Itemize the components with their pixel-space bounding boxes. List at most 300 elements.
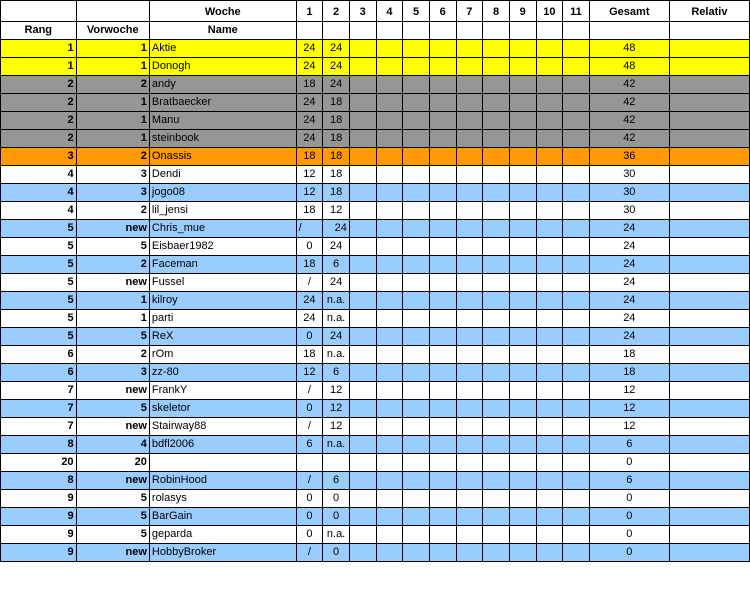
gesamt-cell: 24 (589, 310, 669, 328)
vorwoche-cell: 2 (76, 256, 149, 274)
relativ-cell (669, 166, 749, 184)
gesamt-cell: 42 (589, 76, 669, 94)
week1-score-cell: 0 (296, 526, 323, 544)
week-empty-cell (376, 220, 403, 238)
week-empty-cell (456, 346, 483, 364)
week-empty-cell (403, 58, 430, 76)
week-empty-cell (429, 436, 456, 454)
gesamt-cell: 36 (589, 148, 669, 166)
week-empty-cell (349, 202, 376, 220)
week-number-header: 9 (509, 1, 536, 22)
week-empty-cell (349, 364, 376, 382)
rang-cell: 3 (1, 148, 77, 166)
week-empty-cell (536, 130, 563, 148)
gesamt-cell: 18 (589, 364, 669, 382)
week1-score-cell: 24 (296, 292, 323, 310)
week-empty-cell (403, 256, 430, 274)
week-number-header: 4 (376, 1, 403, 22)
week-empty-cell (483, 490, 510, 508)
week-empty-cell (456, 544, 483, 562)
week-empty-cell (429, 40, 456, 58)
week-empty-cell (563, 490, 590, 508)
week-empty-cell (483, 130, 510, 148)
relativ-cell (669, 454, 749, 472)
name-cell: rolasys (149, 490, 296, 508)
week-empty-cell (483, 274, 510, 292)
week-empty-cell (456, 148, 483, 166)
week2-score-cell: 18 (323, 166, 350, 184)
rang-cell: 9 (1, 508, 77, 526)
week-empty-cell (429, 238, 456, 256)
week-empty-cell (509, 274, 536, 292)
week2-score-cell: 6 (323, 256, 350, 274)
week-number-header: 8 (483, 1, 510, 22)
week-number-header: 7 (456, 1, 483, 22)
week2-score-cell: 6 (323, 472, 350, 490)
week-empty-cell (509, 418, 536, 436)
rang-cell: 8 (1, 436, 77, 454)
week-empty-cell (349, 76, 376, 94)
relativ-cell (669, 328, 749, 346)
week1-score-cell: 0 (296, 400, 323, 418)
header-blank-cell (376, 22, 403, 40)
week1-score-cell: / (296, 382, 323, 400)
table-row (1, 328, 750, 346)
week-empty-cell (456, 400, 483, 418)
week-empty-cell (403, 526, 430, 544)
vorwoche-cell: new (76, 274, 149, 292)
week-empty-cell (536, 76, 563, 94)
week-empty-cell (376, 346, 403, 364)
week2-score-cell: 12 (323, 382, 350, 400)
week1-score-cell: 24 (296, 112, 323, 130)
week2-score-cell: 24 (323, 220, 350, 238)
week-empty-cell (536, 382, 563, 400)
week-empty-cell (429, 508, 456, 526)
week-empty-cell (456, 112, 483, 130)
week1-score-cell (296, 454, 323, 472)
week1-score-cell: / (296, 274, 323, 292)
week1-score-cell: / (296, 472, 323, 490)
vorwoche-cell: 20 (76, 454, 149, 472)
week-empty-cell (376, 472, 403, 490)
week-empty-cell (429, 526, 456, 544)
rang-cell: 5 (1, 292, 77, 310)
week2-score-cell: 18 (323, 130, 350, 148)
week-empty-cell (376, 544, 403, 562)
week-empty-cell (429, 202, 456, 220)
relativ-cell (669, 76, 749, 94)
week1-score-cell: 0 (296, 328, 323, 346)
week1-score-cell: 18 (296, 256, 323, 274)
week2-score-cell: 12 (323, 418, 350, 436)
relativ-cell (669, 526, 749, 544)
week2-score-cell: 0 (323, 490, 350, 508)
header-blank-cell (563, 22, 590, 40)
week-empty-cell (563, 454, 590, 472)
week-empty-cell (509, 148, 536, 166)
week-empty-cell (349, 472, 376, 490)
name-cell: Chris_mue (149, 220, 296, 238)
week-empty-cell (483, 364, 510, 382)
header-row-week (1, 1, 750, 22)
week-empty-cell (483, 310, 510, 328)
week-empty-cell (349, 184, 376, 202)
week-empty-cell (456, 418, 483, 436)
header-blank-cell (296, 22, 323, 40)
week-empty-cell (429, 418, 456, 436)
week2-score-cell: 24 (323, 328, 350, 346)
table-row (1, 40, 750, 58)
week-empty-cell (429, 310, 456, 328)
relativ-cell (669, 490, 749, 508)
gesamt-cell: 30 (589, 184, 669, 202)
rang-cell: 5 (1, 310, 77, 328)
week1-score-cell: 24 (296, 40, 323, 58)
vorwoche-cell: 4 (76, 436, 149, 454)
gesamt-cell: 0 (589, 526, 669, 544)
name-cell: Dendi (149, 166, 296, 184)
gesamt-cell: 24 (589, 292, 669, 310)
relativ-cell (669, 148, 749, 166)
table-row (1, 310, 750, 328)
relativ-cell (669, 310, 749, 328)
name-cell: FrankY (149, 382, 296, 400)
relativ-cell (669, 418, 749, 436)
week-empty-cell (403, 490, 430, 508)
vorwoche-cell: 1 (76, 292, 149, 310)
week1-score-cell: / (296, 418, 323, 436)
week-empty-cell (483, 58, 510, 76)
week-empty-cell (403, 94, 430, 112)
week-empty-cell (563, 202, 590, 220)
week-empty-cell (403, 148, 430, 166)
relativ-cell (669, 202, 749, 220)
table-row (1, 274, 750, 292)
week-empty-cell (429, 400, 456, 418)
week2-score-cell: n.a. (323, 436, 350, 454)
gesamt-cell: 0 (589, 544, 669, 562)
week-empty-cell (403, 274, 430, 292)
week-empty-cell (483, 508, 510, 526)
week-empty-cell (403, 238, 430, 256)
week-empty-cell (563, 400, 590, 418)
rang-cell: 9 (1, 490, 77, 508)
week-empty-cell (456, 238, 483, 256)
week1-score-cell: 0 (296, 490, 323, 508)
week1-score-cell: 24 (296, 130, 323, 148)
week2-score-cell: 24 (323, 238, 350, 256)
rang-cell: 5 (1, 328, 77, 346)
table-row (1, 202, 750, 220)
week2-score-cell: 24 (323, 40, 350, 58)
week-empty-cell (483, 292, 510, 310)
relativ-cell (669, 382, 749, 400)
week-empty-cell (509, 364, 536, 382)
week-empty-cell (563, 418, 590, 436)
week1-score-cell: 18 (296, 346, 323, 364)
week1-score-cell: 6 (296, 436, 323, 454)
vorwoche-cell: new (76, 472, 149, 490)
week-empty-cell (376, 238, 403, 256)
vorwoche-cell: 1 (76, 130, 149, 148)
week-number-header: 2 (323, 1, 350, 22)
week-empty-cell (403, 418, 430, 436)
week1-score-cell: 24 (296, 94, 323, 112)
week-empty-cell (456, 130, 483, 148)
week-empty-cell (349, 256, 376, 274)
week-empty-cell (563, 94, 590, 112)
week-empty-cell (376, 328, 403, 346)
week-empty-cell (563, 472, 590, 490)
week-empty-cell (483, 148, 510, 166)
vorwoche-cell: 2 (76, 202, 149, 220)
week-empty-cell (456, 472, 483, 490)
vorwoche-cell: 2 (76, 346, 149, 364)
week-empty-cell (456, 166, 483, 184)
week-empty-cell (483, 220, 510, 238)
relativ-cell (669, 40, 749, 58)
vorwoche-cell: 5 (76, 508, 149, 526)
week-empty-cell (536, 454, 563, 472)
week1-score-cell: 18 (296, 76, 323, 94)
week-empty-cell (349, 292, 376, 310)
week-empty-cell (536, 40, 563, 58)
vorwoche-cell: 5 (76, 490, 149, 508)
week-empty-cell (456, 274, 483, 292)
week1-score-cell: / (296, 220, 323, 238)
table-row (1, 58, 750, 76)
week-empty-cell (456, 436, 483, 454)
week-empty-cell (563, 526, 590, 544)
week1-score-cell: 18 (296, 148, 323, 166)
gesamt-cell: 6 (589, 436, 669, 454)
table-row (1, 220, 750, 238)
name-header: Name (149, 22, 296, 40)
week-empty-cell (403, 166, 430, 184)
relativ-cell (669, 238, 749, 256)
gesamt-cell: 6 (589, 472, 669, 490)
rang-cell: 4 (1, 184, 77, 202)
week-empty-cell (429, 382, 456, 400)
week-empty-cell (536, 364, 563, 382)
week-empty-cell (403, 382, 430, 400)
rang-cell: 2 (1, 130, 77, 148)
week-empty-cell (536, 544, 563, 562)
name-cell: steinbook (149, 130, 296, 148)
week-empty-cell (483, 472, 510, 490)
header-blank-cell (456, 22, 483, 40)
week-empty-cell (349, 328, 376, 346)
relativ-cell (669, 364, 749, 382)
week-empty-cell (563, 310, 590, 328)
week-number-header: 5 (403, 1, 430, 22)
table-row (1, 292, 750, 310)
gesamt-cell: 42 (589, 112, 669, 130)
week-empty-cell (429, 166, 456, 184)
week-empty-cell (429, 544, 456, 562)
header-blank-cell (403, 22, 430, 40)
week-empty-cell (376, 490, 403, 508)
header-blank-cell (589, 22, 669, 40)
week-empty-cell (376, 256, 403, 274)
week-empty-cell (456, 310, 483, 328)
vorwoche-cell: 5 (76, 526, 149, 544)
week-empty-cell (509, 490, 536, 508)
week-empty-cell (536, 274, 563, 292)
week-empty-cell (429, 58, 456, 76)
week-empty-cell (536, 292, 563, 310)
rang-cell: 2 (1, 112, 77, 130)
week-empty-cell (483, 346, 510, 364)
week2-score-cell: 24 (323, 76, 350, 94)
vorwoche-cell: 1 (76, 310, 149, 328)
week-empty-cell (349, 148, 376, 166)
week-empty-cell (456, 454, 483, 472)
week-empty-cell (429, 112, 456, 130)
vorwoche-cell: 3 (76, 184, 149, 202)
week-empty-cell (349, 220, 376, 238)
gesamt-cell: 0 (589, 490, 669, 508)
gesamt-cell: 0 (589, 508, 669, 526)
rang-cell: 1 (1, 58, 77, 76)
week2-score-cell: 0 (323, 508, 350, 526)
week-empty-cell (509, 76, 536, 94)
rang-cell: 9 (1, 544, 77, 562)
week-empty-cell (483, 76, 510, 94)
week-empty-cell (563, 184, 590, 202)
relativ-cell (669, 58, 749, 76)
week-empty-cell (483, 94, 510, 112)
week-empty-cell (429, 292, 456, 310)
week-empty-cell (509, 130, 536, 148)
gesamt-cell: 12 (589, 400, 669, 418)
gesamt-cell: 42 (589, 94, 669, 112)
week-empty-cell (376, 364, 403, 382)
name-cell: geparda (149, 526, 296, 544)
table-row (1, 490, 750, 508)
name-cell: RobinHood (149, 472, 296, 490)
name-cell: Onassis (149, 148, 296, 166)
name-cell: lil_jensi (149, 202, 296, 220)
week-empty-cell (483, 328, 510, 346)
week-empty-cell (563, 220, 590, 238)
rang-cell: 8 (1, 472, 77, 490)
week-empty-cell (563, 148, 590, 166)
week-empty-cell (456, 256, 483, 274)
vorwoche-cell: 2 (76, 148, 149, 166)
rang-cell: 4 (1, 166, 77, 184)
rang-cell: 2 (1, 76, 77, 94)
table-row (1, 544, 750, 562)
table-row (1, 472, 750, 490)
name-cell: Eisbaer1982 (149, 238, 296, 256)
week-empty-cell (509, 346, 536, 364)
week-empty-cell (376, 310, 403, 328)
week-empty-cell (376, 112, 403, 130)
gesamt-cell: 18 (589, 346, 669, 364)
week1-score-cell: 0 (296, 238, 323, 256)
week-empty-cell (376, 148, 403, 166)
relativ-cell (669, 508, 749, 526)
week2-score-cell: 12 (323, 400, 350, 418)
week-empty-cell (429, 130, 456, 148)
week-empty-cell (456, 490, 483, 508)
name-cell: Bratbaecker (149, 94, 296, 112)
rang-cell: 6 (1, 364, 77, 382)
gesamt-header: Gesamt (589, 1, 669, 22)
week-empty-cell (429, 256, 456, 274)
relativ-cell (669, 544, 749, 562)
week1-score-cell: / (296, 544, 323, 562)
week2-score-cell: 24 (323, 58, 350, 76)
table-row (1, 76, 750, 94)
header-blank-cell (1, 1, 77, 22)
week-empty-cell (376, 382, 403, 400)
week-empty-cell (349, 346, 376, 364)
week-empty-cell (563, 76, 590, 94)
week-empty-cell (403, 292, 430, 310)
rang-cell: 4 (1, 202, 77, 220)
week-empty-cell (536, 112, 563, 130)
week-empty-cell (483, 40, 510, 58)
week-empty-cell (349, 166, 376, 184)
week-empty-cell (349, 436, 376, 454)
week-empty-cell (536, 220, 563, 238)
week-empty-cell (563, 256, 590, 274)
week-empty-cell (536, 418, 563, 436)
week-empty-cell (509, 382, 536, 400)
relativ-cell (669, 184, 749, 202)
week-empty-cell (403, 112, 430, 130)
relativ-cell (669, 112, 749, 130)
week-empty-cell (509, 310, 536, 328)
week-empty-cell (509, 544, 536, 562)
week-empty-cell (483, 166, 510, 184)
vorwoche-cell: 5 (76, 238, 149, 256)
gesamt-cell: 24 (589, 328, 669, 346)
week-empty-cell (563, 544, 590, 562)
relativ-cell (669, 130, 749, 148)
week2-score-cell: n.a. (323, 292, 350, 310)
week-empty-cell (509, 328, 536, 346)
vorwoche-cell: 1 (76, 40, 149, 58)
week-empty-cell (429, 274, 456, 292)
week2-score-cell: 18 (323, 94, 350, 112)
week-empty-cell (403, 202, 430, 220)
relativ-cell (669, 292, 749, 310)
name-cell: andy (149, 76, 296, 94)
week-empty-cell (456, 508, 483, 526)
vorwoche-cell: new (76, 418, 149, 436)
week-empty-cell (403, 508, 430, 526)
week-empty-cell (509, 238, 536, 256)
week-empty-cell (536, 148, 563, 166)
rang-cell: 20 (1, 454, 77, 472)
week-empty-cell (349, 418, 376, 436)
gesamt-cell: 24 (589, 274, 669, 292)
week-number-header: 11 (563, 1, 590, 22)
table-row (1, 346, 750, 364)
header-blank-cell (483, 22, 510, 40)
table-row (1, 238, 750, 256)
header-blank-cell (536, 22, 563, 40)
week-empty-cell (536, 94, 563, 112)
week-empty-cell (429, 454, 456, 472)
week2-score-cell: 18 (323, 184, 350, 202)
week2-score-cell: n.a. (323, 526, 350, 544)
rang-cell: 7 (1, 400, 77, 418)
